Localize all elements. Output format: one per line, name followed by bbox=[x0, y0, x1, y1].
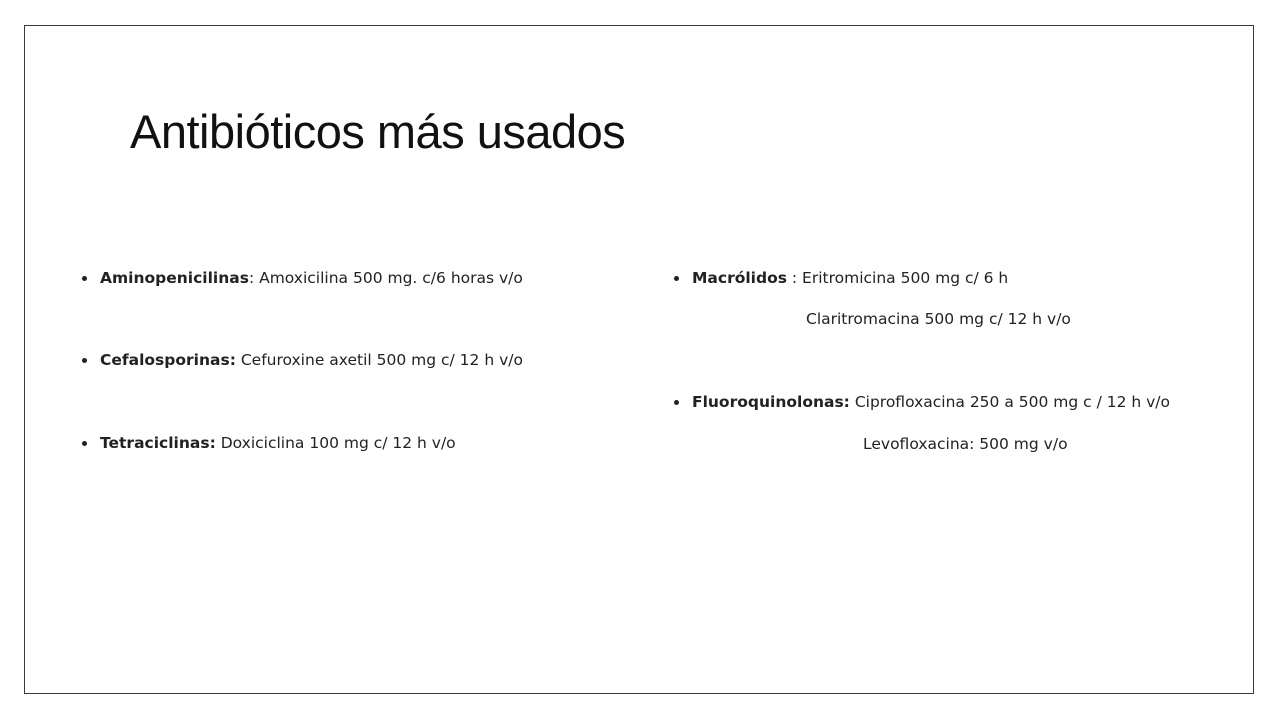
slide-title: Antibióticos más usados bbox=[130, 105, 626, 158]
bullet-icon bbox=[674, 276, 679, 281]
item-detail: Ciprofloxacina 250 a 500 mg c / 12 h v/o bbox=[849, 393, 1171, 411]
list-item-fluoroquinolonas bbox=[674, 391, 1170, 413]
item-detail: : Amoxicilina 500 mg. c/6 horas v/o bbox=[248, 269, 523, 287]
item-term: Tetraciclinas: bbox=[100, 434, 216, 452]
bullet-icon bbox=[82, 441, 87, 446]
item-term: Fluoroquinolonas: bbox=[692, 393, 850, 411]
bullet-icon bbox=[674, 400, 679, 405]
list-item-aminopenicilinas bbox=[82, 267, 523, 289]
item-term: Cefalosporinas: bbox=[100, 351, 236, 369]
list-item-macrolidos bbox=[674, 267, 1008, 289]
item-detail: Doxiciclina 100 mg c/ 12 h v/o bbox=[215, 434, 456, 452]
item-term: Macrólidos bbox=[692, 269, 787, 287]
bullet-icon bbox=[82, 276, 87, 281]
item-detail: Cefuroxine axetil 500 mg c/ 12 h v/o bbox=[235, 351, 523, 369]
item-term: Aminopenicilinas bbox=[100, 269, 249, 287]
item-detail: : Eritromicina 500 mg c/ 6 h bbox=[786, 269, 1009, 287]
list-item-tetraciclinas bbox=[82, 432, 456, 454]
list-item-cefalosporinas bbox=[82, 349, 523, 371]
item-sub-line: Claritromacina 500 mg c/ 12 h v/o bbox=[806, 310, 1071, 328]
bullet-icon bbox=[82, 358, 87, 363]
item-sub-line: Levofloxacina: 500 mg v/o bbox=[863, 435, 1068, 453]
